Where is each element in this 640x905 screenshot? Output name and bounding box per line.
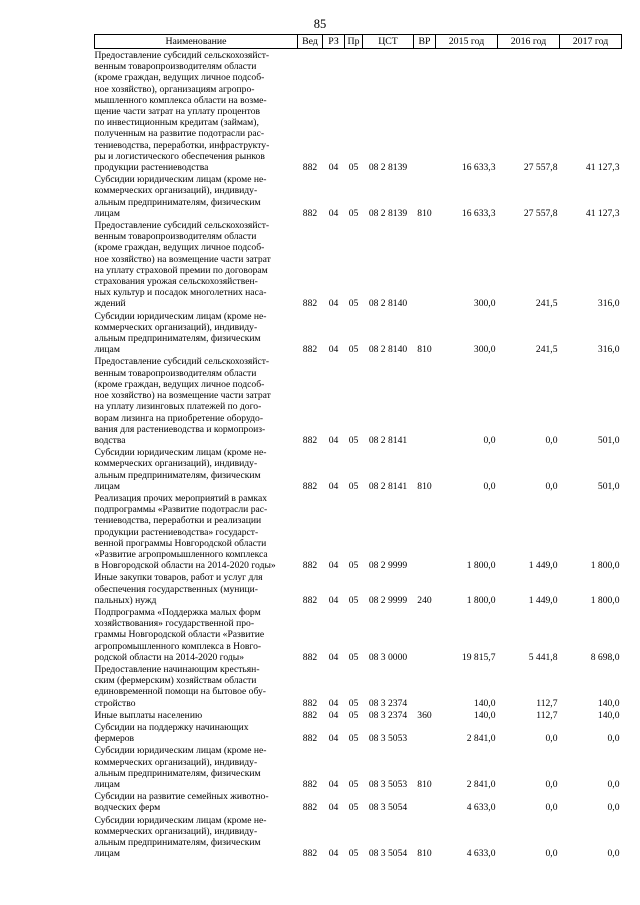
header-vr: ВР bbox=[414, 35, 436, 49]
row-pr: 05 bbox=[348, 779, 359, 790]
header-2015: 2015 год bbox=[436, 35, 498, 49]
row-2017: 8 698,0 bbox=[590, 651, 620, 663]
row-2015: 300,0 bbox=[473, 298, 496, 310]
row-cst: 08 2 8141 bbox=[368, 434, 408, 446]
row-vr: 810 bbox=[417, 779, 432, 790]
row-2017: 41 127,3 bbox=[585, 207, 620, 219]
row-2015: 140,0 bbox=[473, 709, 496, 721]
row-rz: 04 bbox=[328, 779, 339, 790]
row-pr: 05 bbox=[348, 733, 359, 745]
row-rz: 04 bbox=[328, 802, 339, 814]
row-cst: 08 3 5054 bbox=[368, 848, 408, 860]
row-2016: 0,0 bbox=[545, 733, 558, 745]
row-name: Субсидии юридическим лицам (кроме не- коммерческих организаций), индивиду- альным предпринимателям, физическим лицам bbox=[94, 310, 267, 356]
row-2015: 300,0 bbox=[473, 344, 496, 356]
row-2016: 5 441,8 bbox=[528, 651, 558, 663]
row-vr bbox=[414, 492, 436, 571]
row-vr bbox=[414, 219, 436, 310]
row-rz: 04 bbox=[328, 162, 339, 174]
row-ved: 882 bbox=[302, 298, 318, 310]
row-2017: 0,0 bbox=[607, 848, 620, 860]
row-vr bbox=[414, 721, 436, 744]
row-ved: 882 bbox=[302, 651, 318, 663]
row-ved: 882 bbox=[302, 733, 318, 745]
row-pr: 05 bbox=[348, 709, 359, 721]
row-rz: 04 bbox=[328, 560, 339, 572]
row-rz: 04 bbox=[328, 480, 339, 492]
table-row bbox=[95, 219, 622, 310]
row-name: Предоставление субсидий сельскохозяйст- венным товаропроизводителям области (кроме граждан, ведущих личное подсоб- ное хозяйство) на возмещение части затрат на уплату страховой премии по договорам страхования урожая сельскохозяйствен- ных культур и посадок многолетних наса- ждений bbox=[94, 220, 271, 310]
row-2016: 27 557,8 bbox=[523, 207, 558, 219]
row-2016: 112,7 bbox=[536, 697, 558, 709]
row-vr bbox=[414, 663, 436, 709]
row-vr bbox=[414, 606, 436, 663]
row-2017: 501,0 bbox=[597, 480, 620, 492]
row-2017: 140,0 bbox=[597, 709, 620, 721]
row-2015: 0,0 bbox=[483, 480, 496, 492]
row-ved: 882 bbox=[302, 162, 318, 174]
row-name: Реализация прочих мероприятий в рамках подпрограммы «Развитие подотрасли рас- тениеводства, переработки и реализации продукции растениеводства» государст- венной программы Новгородской области «Развитие агропромышленного комплекса в Новгородской области на 2014-2020 годы» bbox=[94, 492, 276, 572]
row-rz: 04 bbox=[328, 697, 339, 709]
row-2016: 241,5 bbox=[535, 298, 558, 310]
row-cst: 08 3 0000 bbox=[368, 651, 408, 663]
row-ved: 882 bbox=[302, 207, 318, 219]
row-2017: 1 800,0 bbox=[590, 560, 620, 572]
row-vr bbox=[414, 790, 436, 813]
row-name: Субсидии юридическим лицам (кроме не- коммерческих организаций), индивиду- альным предпринимателям, физическим лицам bbox=[94, 447, 267, 492]
row-cst: 08 2 8141 bbox=[368, 480, 408, 492]
row-rz: 04 bbox=[328, 848, 339, 860]
row-2016: 241,5 bbox=[535, 344, 558, 356]
header-ved: Вед bbox=[298, 35, 323, 49]
row-2015: 19 815,7 bbox=[461, 651, 496, 663]
table-row bbox=[95, 721, 622, 744]
table-row bbox=[95, 744, 622, 790]
header-2016: 2016 год bbox=[498, 35, 560, 49]
row-name: Иные выплаты населению bbox=[94, 709, 203, 721]
row-2016: 0,0 bbox=[545, 848, 558, 860]
row-rz: 04 bbox=[328, 594, 339, 606]
row-rz: 04 bbox=[328, 434, 339, 446]
row-2015: 1 800,0 bbox=[466, 594, 496, 606]
table-row bbox=[95, 790, 622, 813]
row-pr: 05 bbox=[348, 802, 359, 814]
row-2015: 1 800,0 bbox=[466, 560, 496, 572]
row-pr: 05 bbox=[348, 344, 359, 356]
row-ved: 882 bbox=[302, 560, 318, 572]
row-2017: 1 800,0 bbox=[590, 594, 620, 606]
row-name: Субсидии юридическим лицам (кроме не- коммерческих организаций), индивиду- альным предпринимателям, физическим лицам bbox=[94, 814, 267, 860]
row-2017: 316,0 bbox=[597, 298, 620, 310]
header-pr: Пр bbox=[345, 35, 363, 49]
table-row bbox=[95, 49, 622, 174]
row-2017: 0,0 bbox=[607, 802, 620, 814]
row-name: Субсидии юридическим лицам (кроме не- коммерческих организаций), индивиду- альным предпринимателям, физическим лицам bbox=[94, 174, 267, 219]
row-rz: 04 bbox=[328, 344, 339, 356]
row-rz: 04 bbox=[328, 709, 339, 721]
row-2017: 0,0 bbox=[607, 779, 620, 790]
row-ved: 882 bbox=[302, 802, 318, 814]
row-name: Предоставление субсидий сельскохозяйст- венным товаропроизводителям области (кроме граждан, ведущих личное подсоб- ное хозяйство) на возмещение части затрат на уплату лизинговых платежей по дого- ворам лизинга на приобретение оборудо- вания для растениеводства и кормопроиз- водства bbox=[94, 356, 271, 446]
row-2016: 0,0 bbox=[545, 802, 558, 814]
table-header-row bbox=[95, 35, 622, 49]
row-cst: 08 3 2374 bbox=[368, 709, 408, 721]
row-2016: 27 557,8 bbox=[523, 162, 558, 174]
row-name: Предоставление начинающим крестьян- ским (фермерским) хозяйствам области единовременной помощи на бытовое обу- стройство bbox=[94, 663, 266, 709]
row-2016: 1 449,0 bbox=[528, 594, 558, 606]
page-number: 85 bbox=[313, 17, 327, 31]
row-rz: 04 bbox=[328, 651, 339, 663]
row-pr: 05 bbox=[348, 207, 359, 219]
row-vr: 360 bbox=[417, 709, 432, 721]
row-cst: 08 3 2374 bbox=[368, 697, 408, 709]
row-pr: 05 bbox=[348, 594, 359, 606]
row-2016: 112,7 bbox=[536, 709, 558, 721]
row-pr: 05 bbox=[348, 480, 359, 492]
row-cst: 08 3 5053 bbox=[368, 733, 408, 745]
row-rz: 04 bbox=[328, 298, 339, 310]
row-pr: 05 bbox=[348, 434, 359, 446]
row-cst: 08 2 8140 bbox=[368, 298, 408, 310]
row-cst: 08 2 8139 bbox=[368, 162, 408, 174]
row-pr: 05 bbox=[348, 298, 359, 310]
table-row bbox=[95, 571, 622, 606]
table-row bbox=[95, 446, 622, 492]
row-2016: 0,0 bbox=[545, 480, 558, 492]
row-rz: 04 bbox=[328, 207, 339, 219]
row-vr: 810 bbox=[417, 848, 432, 860]
row-2017: 0,0 bbox=[607, 733, 620, 745]
row-vr: 810 bbox=[417, 207, 432, 219]
row-vr: 810 bbox=[417, 480, 432, 492]
row-2017: 140,0 bbox=[597, 697, 620, 709]
row-name: Подпрограмма «Поддержка малых форм хозяйствования» государственной про- граммы Новгородской области «Развитие агропромышленного комплекса в Новго- родской области на 2014-2020 годы» bbox=[94, 606, 265, 663]
row-name: Субсидии на развитие семейных животно- водческих ферм bbox=[94, 791, 269, 814]
row-pr: 05 bbox=[348, 651, 359, 663]
table-row bbox=[95, 606, 622, 663]
header-rz: РЗ bbox=[323, 35, 345, 49]
row-cst: 08 2 8140 bbox=[368, 344, 408, 356]
table-row bbox=[95, 310, 622, 356]
row-pr: 05 bbox=[348, 848, 359, 860]
row-2015: 2 841,0 bbox=[466, 733, 496, 745]
table-row bbox=[95, 355, 622, 446]
row-vr: 810 bbox=[417, 344, 432, 356]
table-row bbox=[95, 492, 622, 571]
row-ved: 882 bbox=[302, 697, 318, 709]
table-row bbox=[95, 709, 622, 721]
row-cst: 08 2 9999 bbox=[368, 560, 408, 572]
row-pr: 05 bbox=[348, 697, 359, 709]
table-row bbox=[95, 663, 622, 709]
row-vr: 240 bbox=[417, 594, 432, 606]
row-cst: 08 3 5054 bbox=[368, 802, 408, 814]
header-name: Наименование bbox=[95, 35, 298, 49]
row-vr bbox=[414, 355, 436, 446]
row-2015: 4 633,0 bbox=[466, 802, 496, 814]
row-2015: 16 633,3 bbox=[461, 207, 496, 219]
row-2016: 1 449,0 bbox=[528, 560, 558, 572]
row-2015: 16 633,3 bbox=[461, 162, 496, 174]
row-2017: 501,0 bbox=[597, 434, 620, 446]
header-2017: 2017 год bbox=[560, 35, 622, 49]
row-pr: 05 bbox=[348, 162, 359, 174]
row-name: Предоставление субсидий сельскохозяйст- венным товаропроизводителям области (кроме граждан, ведущих личное подсоб- ное хозяйство), организациям агропро- мышленного комплекса области на возме- щение части затрат на уплату процентов по инвестиционным кредитам (займам), полученным на развитие подотрасли рас- тениеводства, переработки, инфраструкту- ры и логистического обеспечения рынков продукции растениеводства bbox=[94, 50, 270, 174]
row-2016: 0,0 bbox=[545, 434, 558, 446]
row-2017: 316,0 bbox=[597, 344, 620, 356]
row-2015: 4 633,0 bbox=[466, 848, 496, 860]
row-2015: 0,0 bbox=[483, 434, 496, 446]
header-cst: ЦСТ bbox=[363, 35, 414, 49]
row-name: Субсидии юридическим лицам (кроме не- коммерческих организаций), индивиду- альным предпринимателям, физическим лицам bbox=[94, 745, 267, 790]
row-name: Иные закупки товаров, работ и услуг для обеспечения государственных (муници- пальных) нужд bbox=[94, 572, 263, 606]
row-ved: 882 bbox=[302, 434, 318, 446]
row-rz: 04 bbox=[328, 733, 339, 745]
row-ved: 882 bbox=[302, 779, 318, 790]
row-ved: 882 bbox=[302, 480, 318, 492]
budget-table bbox=[94, 34, 622, 859]
row-2015: 140,0 bbox=[473, 697, 496, 709]
row-ved: 882 bbox=[302, 344, 318, 356]
row-ved: 882 bbox=[302, 848, 318, 860]
row-ved: 882 bbox=[302, 709, 318, 721]
row-cst: 08 2 9999 bbox=[368, 594, 408, 606]
row-vr bbox=[414, 49, 436, 174]
row-2015: 2 841,0 bbox=[466, 779, 496, 790]
table-row bbox=[95, 814, 622, 860]
row-name: Субсидии на поддержку начинающих фермеров bbox=[94, 721, 249, 745]
row-2017: 41 127,3 bbox=[585, 162, 620, 174]
row-2016: 0,0 bbox=[545, 779, 558, 790]
row-cst: 08 3 5053 bbox=[368, 779, 408, 790]
row-ved: 882 bbox=[302, 594, 318, 606]
row-pr: 05 bbox=[348, 560, 359, 572]
row-cst: 08 2 8139 bbox=[368, 207, 408, 219]
table-row bbox=[95, 173, 622, 219]
